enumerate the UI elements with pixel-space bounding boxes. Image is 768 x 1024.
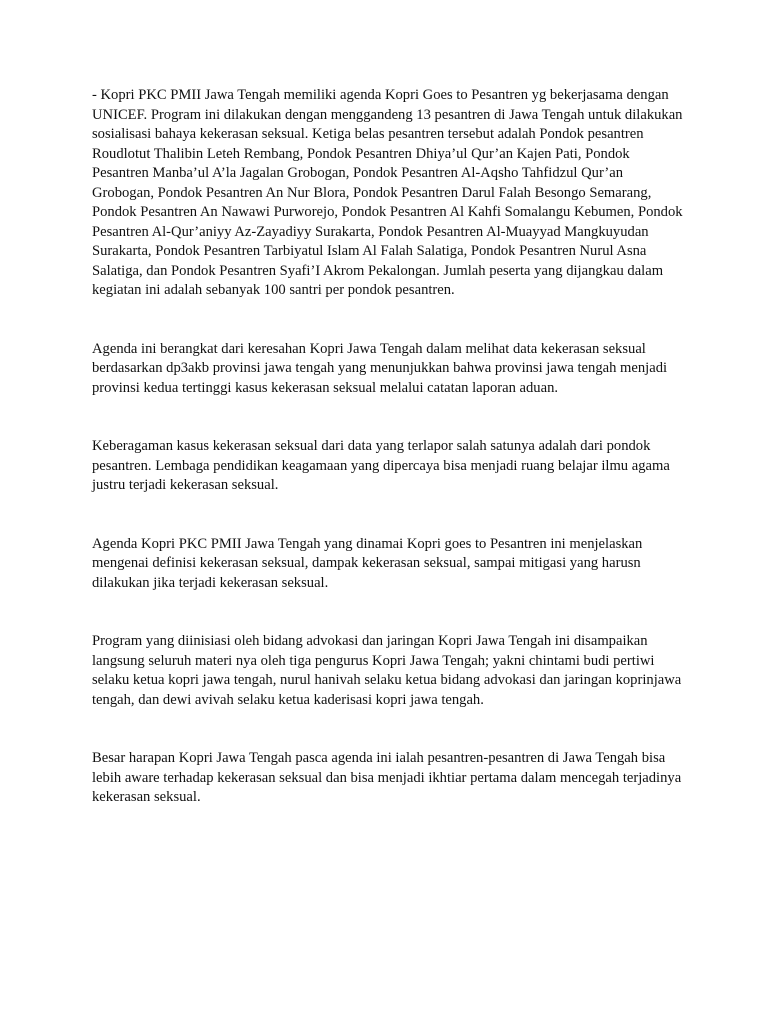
paragraph-agenda-content: Agenda Kopri PKC PMII Jawa Tengah yang dinamai Kopri goes to Pesantren ini menjelaskan mengenai definisi kekerasan seksual, dampak kekerasan seksual, sampai mitigasi yang harusn dilakukan jika terjadi kekerasan seksual.	[92, 535, 643, 591]
paragraph-presenters: Program yang diinisiasi oleh bidang advokasi dan jaringan Kopri Jawa Tengah ini disampaikan langsung seluruh materi nya oleh tiga pengurus Kopri Jawa Tengah; yakni chintami budi pertiwi selaku ketua kopri jawa tengah, nurul hanivah selaku ketua bidang advokasi dan jaringan koprinjawa tengah, dan dewi avivah selaku ketua kaderisasi kopri jawa tengah.	[92, 633, 682, 708]
paragraph-background: Agenda ini berangkat dari keresahan Kopri Jawa Tengah dalam melihat data kekerasan seksual berdasarkan dp3akb provinsi jawa tengah yang menunjukkan bahwa provinsi jawa tengah menjadi provinsi kedua tertinggi kasus kekerasan seksual melalui catatan laporan aduan.	[92, 340, 668, 396]
paragraph-hope: Besar harapan Kopri Jawa Tengah pasca agenda ini ialah pesantren-pesantren di Jawa Tengah bisa lebih aware terhadap kekerasan seksual dan bisa menjadi ikhtiar pertama dalam mencegah terjadinya kekerasan seksual.	[92, 750, 682, 805]
paragraph-program-overview: - Kopri PKC PMII Jawa Tengah memiliki agenda Kopri Goes to Pesantren yg bekerjasama dengan UNICEF. Program ini dilakukan dengan menggandeng 13 pesantren di Jawa Tengah untuk dilakukan sosialisasi bahaya kekerasan seksual. Ketiga belas pesantren tersebut adalah Pondok pesantren Roudlotut Thalibin Leteh Rembang, Pondok Pesantren Dhiya’ul Qur’an Kajen Pati, Pondok Pesantren Manba’ul A’la Jagalan Grobogan, Pondok Pesantren Al-Aqsho Tahfidzul Qur’an Grobogan, Pondok Pesantren An Nur Blora, Pondok Pesantren Darul Falah Besongo Semarang, Pondok Pesantren An Nawawi Purworejo, Pondok Pesantren Al Kahfi Somalangu Kebumen, Pondok Pesantren Al-Qur’aniyy Az-Zayadiyy Surakarta, Pondok Pesantren Al-Muayyad Mangkuyudan Surakarta, Pondok Pesantren Tarbiyatul Islam Al Falah Salatiga, Pondok Pesantren Nurul Asna Salatiga, dan Pondok Pesantren Syafi’I Akrom Pekalongan. Jumlah peserta yang dijangkau dalam kegiatan ini adalah sebanyak 100 santri per pondok pesantren.	[92, 87, 683, 298]
document-body	[92, 86, 686, 808]
paragraph-case-diversity: Keberagaman kasus kekerasan seksual dari data yang terlapor salah satunya adalah dari pondok pesantren. Lembaga pendidikan keagamaan yang dipercaya bisa menjadi ruang belajar ilmu agama justru terjadi kekerasan seksual.	[92, 438, 670, 493]
